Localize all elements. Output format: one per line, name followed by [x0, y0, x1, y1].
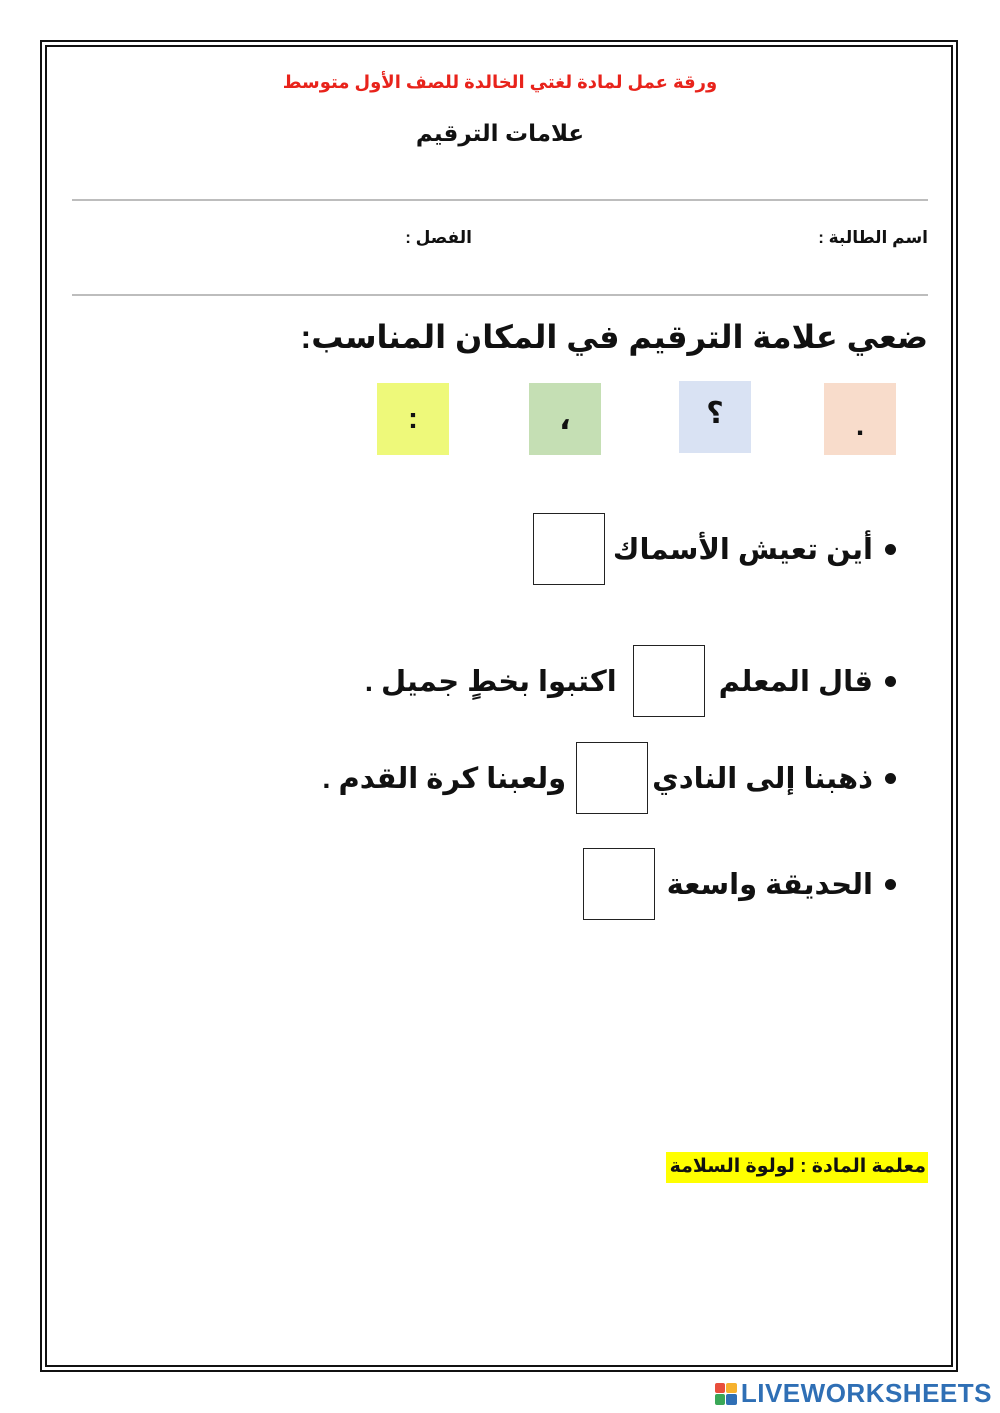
logo-square-green: [715, 1394, 726, 1405]
bullet-icon: [885, 773, 896, 784]
sentence-text: أين تعيش الأسماك: [612, 533, 873, 566]
instruction-text: ضعي علامة الترقيم في المكان المناسب:: [300, 319, 928, 355]
sentence-text: ذهبنا إلى النادي: [652, 762, 873, 795]
sentence-3: [322, 742, 896, 814]
logo-square-yellow: [726, 1383, 737, 1394]
answer-box[interactable]: [533, 513, 605, 585]
liveworksheets-logo-icon: [715, 1383, 737, 1405]
sentence-text-continued: ولعبنا كرة القدم .: [322, 762, 567, 795]
answer-box[interactable]: [583, 848, 655, 920]
punctuation-question-mark[interactable]: [679, 381, 751, 453]
sentence-1: [525, 513, 896, 585]
liveworksheets-logo[interactable]: [715, 1378, 992, 1409]
student-name-label: اسم الطالبة :: [818, 228, 928, 247]
sentence-2: [365, 645, 896, 717]
page-title: علامات الترقيم: [415, 120, 585, 146]
punctuation-period[interactable]: [824, 383, 896, 455]
worksheet-subtitle: ورقة عمل لمادة لغتي الخالدة للصف الأول متوسط: [282, 72, 718, 92]
bullet-icon: [885, 879, 896, 890]
divider-top: [72, 199, 928, 201]
bullet-icon: [885, 544, 896, 555]
punctuation-symbol: ،: [559, 402, 571, 436]
sentence-text: الحديقة واسعة: [666, 868, 873, 901]
answer-box[interactable]: [576, 742, 648, 814]
punctuation-colon[interactable]: [377, 383, 449, 455]
logo-square-blue: [726, 1394, 737, 1405]
sentence-text: قال المعلم: [718, 665, 873, 698]
bullet-icon: [885, 676, 896, 687]
punctuation-symbol: :: [408, 402, 418, 435]
punctuation-symbol: ؟: [706, 396, 724, 430]
punctuation-symbol: .: [855, 409, 865, 442]
sentence-4: [575, 848, 896, 920]
sentence-text-continued: اكتبوا بخطٍ جميل .: [364, 665, 617, 698]
divider-bottom: [72, 294, 928, 296]
punctuation-comma[interactable]: [529, 383, 601, 455]
answer-box[interactable]: [633, 645, 705, 717]
class-label: الفصل :: [405, 228, 472, 247]
liveworksheets-logo-text: LIVEWORKSHEETS: [740, 1378, 992, 1408]
teacher-name-highlight: معلمة المادة : لولوة السلامة: [666, 1152, 928, 1183]
logo-square-red: [715, 1383, 726, 1394]
